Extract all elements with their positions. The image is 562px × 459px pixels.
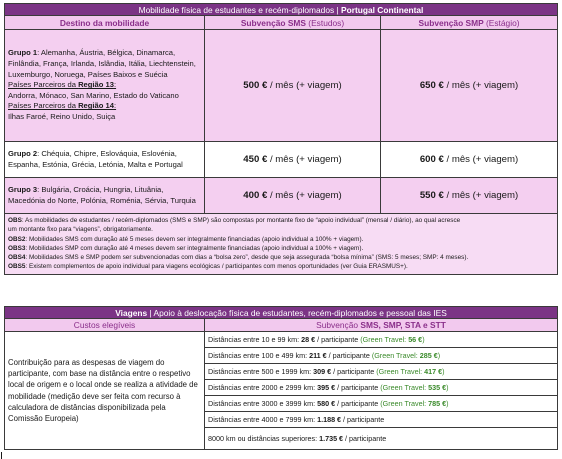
group3-countries: : Bulgária, Croácia, Hungria, Lituânia, Macedónia do Norte, Polónia, Roménia, Sérvia, Turquia [8,184,196,205]
distance-amount: 309 € [313,367,332,376]
group2-label: Grupo 2 [8,148,38,158]
table2-title-text: | Apoio à deslocação física de estudantes, recém-diplomados e pessoal das IES [147,307,447,318]
distance-suffix: / participante [335,383,379,392]
group3-sms-period: / mês (+ viagem) [267,190,342,201]
distance-suffix: / participante [315,335,359,344]
obs-text: : Mobilidades SMP com duração até 4 meses devem ser integralmente financiadas (apoio individual a 100% + viagem). [25,244,364,252]
group2-countries: : Chéquia, Chipre, Eslováquia, Eslovénia, Espanha, Estónia, Grécia, Letónia, Malta e Portugal [8,148,183,169]
green-travel-amount: 785 € [428,399,447,408]
group2-smp-amount: 600 € [419,154,444,165]
obs-label: OBS [8,217,22,224]
distance-amount: 395 € [317,383,336,392]
header-grant-types [205,319,558,332]
obs-line [8,253,554,262]
distance-amount: 28 € [301,335,316,344]
green-travel-amount: 535 € [428,383,447,392]
group1-destinations [5,30,205,142]
obs-text: : Mobilidades SMS com duração até 5 meses devem ser integralmente financiadas (apoio individual a 100% + viagem). [25,235,364,243]
obs-text: : Existem complementos de apoio individual para viagens ecológicas / participantes com menos oportunidades (ver Guia ERASMUS+). [25,263,408,271]
obs-line [8,216,554,225]
distance-row [205,396,558,412]
distance-range: 8000 km ou distâncias superiores: [208,434,320,443]
distance-row [205,428,558,450]
header-grant-prefix: Subvenção [316,320,361,330]
eligible-cost-description: Contribuição para as despesas de viagem do participante, com base na distância entre o respetivo local de origem e o local onde se realiza a atividade de mobilidade (medição deve ser feita com recurso à calculadora de distâncias disponibilizada pela Comissão Europeia) [5,332,205,450]
region13-name: Região 13 [78,80,114,90]
green-travel-close: ) [446,399,449,408]
header-sms-label: Subvenção SMS [240,17,306,28]
distance-amount: 1.188 € [317,415,342,424]
distance-row [205,332,558,348]
table1-title-region: Portugal Continental [341,4,424,15]
group3-label: Grupo 3 [8,184,38,194]
table1-title-text: Mobilidade física de estudantes e recém-diplomados [138,4,335,15]
obs-label: OBS4 [8,254,26,262]
green-travel-close: ) [437,351,441,360]
observations [5,214,558,275]
distance-range: Distâncias entre 4000 e 7999 km: [208,415,318,424]
group1-label: Grupo 1 [8,48,38,58]
header-smp [381,16,558,30]
group2-sms-value [205,142,381,178]
green-travel-label: (Green Travel: [369,351,420,360]
green-travel-label: (Green Travel: [358,335,409,344]
obs-line [8,244,554,253]
distance-row [205,412,558,428]
region14-colon: : [113,101,117,111]
region14-prefix: Países Parceiros da [8,101,79,111]
table1-title [5,4,558,16]
group1-countries: : Alemanha, Áustria, Bélgica, Dinamarca, Finlândia, França, Irlanda, Islândia, Itália, Liechtenstein, Luxemburgo, Noruega, Países Baixos e Suécia [8,48,196,79]
group3-smp-period: / mês (+ viagem) [443,190,519,201]
distance-suffix: / participante [343,434,387,443]
distance-row [205,380,558,396]
region13-colon: : [113,80,117,90]
region13-prefix: Países Parceiros da [8,80,79,90]
travel-grant-table [4,306,558,450]
green-travel-label: (Green Travel: [374,367,425,376]
table2-title [5,307,558,319]
group2-sms-period: / mês (+ viagem) [267,154,342,165]
obs-label: OBS3 [8,244,26,252]
obs-line [8,235,554,244]
obs-text: : As mobilidades de estudantes / recém-diplomados (SMS e SMP) são compostas por montante fixo de “apoio individual” (mensal / diário), ao qual acresce [21,217,461,224]
group3-destinations [5,178,205,214]
group3-smp-value [381,178,558,214]
region13-heading [8,80,116,89]
group1-sms-value [205,30,381,142]
group3-sms-amount: 400 € [243,190,268,201]
green-travel-label: (Green Travel: [378,383,429,392]
header-smp-note: (Estágio) [483,17,520,28]
region13-countries: Andorra, Mónaco, San Marino, Estado do Vaticano [8,90,179,100]
header-destination: Destino da mobilidade [5,16,205,30]
obs-text: : Mobilidades SMS e SMP podem ser subvencionadas com dias a “bolsa zero”, desde que seja assegurada “bolsa mínima” (SMS: 5 meses; SMP: 4 meses). [25,254,469,262]
distance-row [205,348,558,364]
obs-line [8,262,554,271]
mobility-grant-table [4,3,558,275]
region14-countries: Ilhas Faroé, Reino Unido, Suiça [8,111,116,121]
distance-range: Distâncias entre 100 e 499 km: [208,351,310,360]
distance-range: Distâncias entre 2000 e 2999 km: [208,383,318,392]
distance-amount: 1.735 € [319,434,344,443]
header-grant-types-bold: SMS, SMP, STA e STT [360,320,446,330]
distance-suffix: / participante [331,367,375,376]
group1-smp-amount: 650 € [419,80,444,91]
table1-title-separator: | [334,4,342,15]
group2-smp-value [381,142,558,178]
group2-destinations [5,142,205,178]
green-travel-close: ) [442,367,445,376]
group3-sms-value [205,178,381,214]
distance-range: Distâncias entre 10 e 99 km: [208,335,302,344]
header-eligible-costs: Custos elegíveis [5,319,205,332]
group1-smp-value [381,30,558,142]
region14-name: Região 14 [78,101,114,111]
group2-smp-period: / mês (+ viagem) [443,154,519,165]
distance-suffix: / participante [341,415,385,424]
distance-suffix: / participante [326,351,370,360]
obs-label: OBS5 [8,263,26,271]
distance-suffix: / participante [335,399,379,408]
group1-sms-amount: 500 € [243,80,268,91]
green-travel-amount: 417 € [424,367,443,376]
distance-amount: 580 € [317,399,336,408]
header-smp-label: Subvenção SMP [418,17,484,28]
green-travel-amount: 56 € [408,335,423,344]
region14-heading [8,101,116,110]
header-sms-note: (Estudos) [305,17,345,28]
distance-range: Distâncias entre 500 e 1999 km: [208,367,314,376]
group3-smp-amount: 550 € [419,190,444,201]
distance-amount: 211 € [309,351,327,360]
group1-smp-period: / mês (+ viagem) [443,80,519,91]
green-travel-close: ) [446,383,449,392]
green-travel-amount: 285 € [419,351,438,360]
header-sms [205,16,381,30]
obs-text: um montante fixo para “viagens”, obrigatoriamente. [8,226,153,234]
table2-title-bold: Viagens [115,307,148,318]
page-edge-mark [1,452,2,459]
obs-line [8,225,554,234]
distance-row [205,364,558,380]
obs-label: OBS2 [8,235,26,243]
green-travel-label: (Green Travel: [378,399,429,408]
green-travel-close: ) [422,335,425,344]
group2-sms-amount: 450 € [243,154,268,165]
group1-sms-period: / mês (+ viagem) [267,80,342,91]
distance-range: Distâncias entre 3000 e 3999 km: [208,399,318,408]
